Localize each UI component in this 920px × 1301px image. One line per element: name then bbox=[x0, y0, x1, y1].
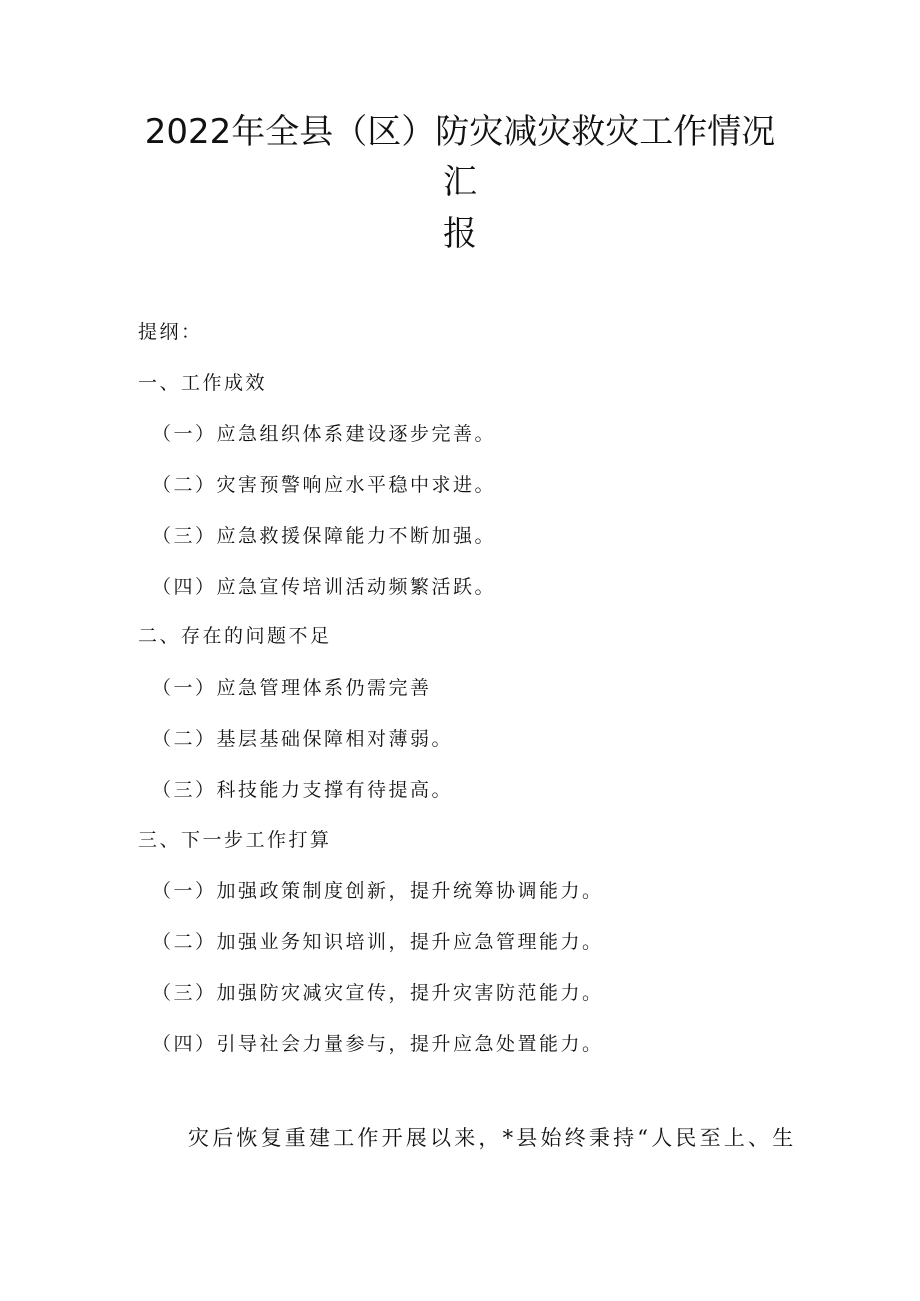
body-paragraph-first-line: 灾后恢复重建工作开展以来，*县始终秉持“人民至上、生 bbox=[188, 1126, 797, 1150]
section-3-item-3: （三）加强防灾减灾宣传，提升灾害防范能力。 bbox=[152, 982, 604, 1004]
section-3-item-4: （四）引导社会力量参与，提升应急处置能力。 bbox=[152, 1033, 604, 1055]
section-1-item-2: （二）灾害预警响应水平稳中求进。 bbox=[152, 474, 497, 496]
section-2-item-3: （三）科技能力支撑有待提高。 bbox=[152, 779, 454, 801]
section-1-item-4: （四）应急宣传培训活动频繁活跃。 bbox=[152, 576, 497, 598]
section-3-item-1: （一）加强政策制度创新，提升统筹协调能力。 bbox=[152, 880, 604, 902]
section-2-item-2: （二）基层基础保障相对薄弱。 bbox=[152, 728, 454, 750]
section-1-item-1: （一）应急组织体系建设逐步完善。 bbox=[152, 423, 497, 445]
section-1-item-3: （三）应急救援保障能力不断加强。 bbox=[152, 525, 497, 547]
document-title-line-3: 报 bbox=[443, 214, 477, 254]
section-3-item-2: （二）加强业务知识培训，提升应急管理能力。 bbox=[152, 931, 604, 953]
section-heading-3: 三、下一步工作打算 bbox=[138, 829, 332, 851]
section-2-item-1: （一）应急管理体系仍需完善 bbox=[152, 677, 432, 699]
section-heading-1: 一、工作成效 bbox=[138, 372, 268, 394]
document-title-line-2: 汇 bbox=[443, 162, 477, 202]
section-heading-2: 二、存在的问题不足 bbox=[138, 625, 332, 647]
document-title-line-1: 2022年全县（区）防灾减灾救灾工作情况 bbox=[144, 112, 776, 152]
outline-label: 提纲： bbox=[138, 321, 203, 343]
